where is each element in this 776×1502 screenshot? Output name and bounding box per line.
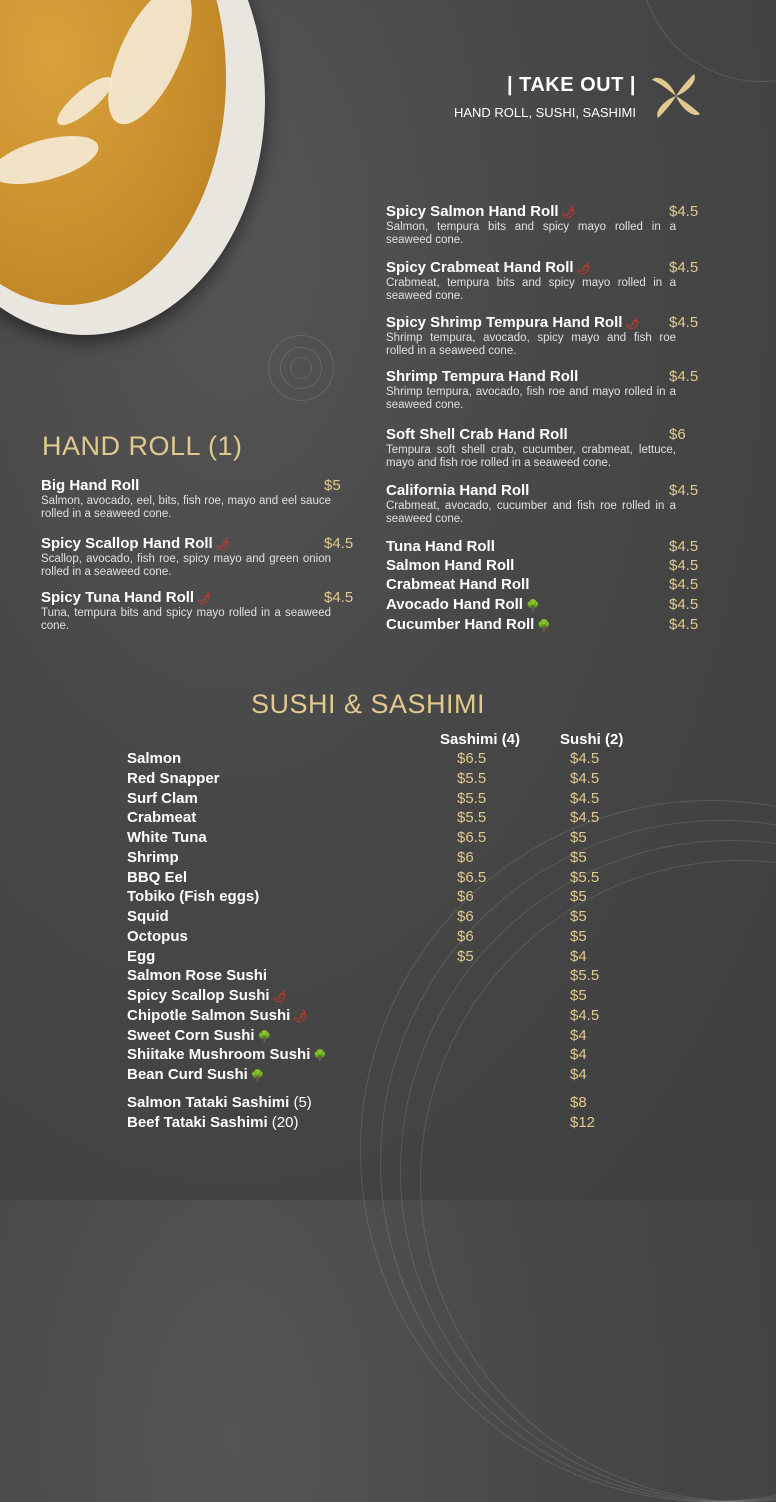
item-price: $4.5 [669,314,699,331]
sushi-price: $5 [570,888,587,906]
item-description: Tuna, tempura bits and spicy mayo rolled in a seaweed cone. [41,607,331,632]
item-price: $4.5 [669,259,699,276]
item-price: $4.5 [669,538,699,555]
item-description: Tempura soft shell crab, cucumber, crabmeat, lettuce, mayo and fish roe rolled in a seaweed cone. [386,444,676,469]
sashimi-price: $6 [457,908,474,925]
sushi-price: $4 [570,947,587,965]
sashimi-price: $6 [457,927,474,945]
item-count: (5) [293,1094,312,1111]
vegetarian-icon: 🌳 [537,620,552,632]
chili-icon: 🌶 [293,1010,308,1023]
menu-item [41,589,354,633]
vegetarian-icon: 🌳 [313,1050,328,1063]
pinwheel-logo-icon [648,70,704,122]
table-row [127,888,647,908]
menu-item [386,314,699,358]
menu-item [386,538,706,558]
item-name: Beef Tataki Sashimi [127,1114,268,1131]
sushi-price: $4.5 [570,789,600,807]
menu-item [386,203,699,247]
table-row [127,1046,647,1066]
menu-item [386,482,699,526]
table-row [127,948,647,968]
table-row [127,1114,647,1134]
item-name: Chipotle Salmon Sushi [127,1006,291,1024]
item-name: Spicy Scallop Sushi [127,987,270,1004]
table-row [127,809,647,829]
table-row [127,750,647,770]
item-count: (20) [271,1114,299,1131]
item-name: Shiitake Mushroom Sushi [127,1046,311,1064]
item-name: Salmon Tataki Sashimi [127,1094,290,1111]
item-name: Crabmeat [127,809,197,827]
table-row [127,908,647,928]
menu-item [386,616,706,636]
sushi-price: $4.5 [570,750,600,767]
menu-item [386,576,706,596]
sushi-price: $4 [570,1066,587,1083]
sushi-sashimi-heading: SUSHI & SASHIMI [251,689,486,719]
sashimi-column-header: Sashimi (4) [440,731,521,748]
item-price: $4.5 [669,596,699,613]
sashimi-price: $6.5 [457,829,487,846]
sushi-price: $5.5 [570,967,600,985]
item-name: Spicy Salmon Hand Roll [386,203,559,220]
item-description: Salmon, avocado, eel, bits, fish roe, mayo and eel sauce rolled in a seaweed cone. [41,495,331,520]
item-name: Tobiko (Fish eggs) [127,888,260,906]
item-name: Soft Shell Crab Hand Roll [386,426,568,443]
sashimi-price: $6 [457,888,474,906]
sashimi-price: $6.5 [457,750,487,767]
sushi-price: $4.5 [570,1006,600,1024]
item-name: Shrimp [127,848,179,866]
item-name: Spicy Crabmeat Hand Roll [386,259,574,276]
table-row [127,790,647,810]
menu-item [386,426,686,470]
table-row [127,928,647,948]
item-name: Avocado Hand Roll [386,596,523,613]
sashimi-price: $6 [457,848,474,866]
item-description: Shrimp tempura, avocado, spicy mayo and fish roe rolled in a seaweed cone. [386,332,676,357]
item-name: Cucumber Hand Roll [386,616,535,633]
vegetarian-icon: 🌳 [525,600,540,612]
item-price: $4.5 [324,535,354,552]
item-description: Scallop, avocado, fish roe, spicy mayo and green onion rolled in a seaweed cone. [41,553,331,578]
item-name: White Tuna [127,829,207,846]
item-name: Spicy Scallop Hand Roll [41,535,213,552]
chili-icon: 🌶 [561,207,576,219]
menu-item [386,596,706,616]
vegetarian-icon: 🌳 [257,1030,272,1043]
menu-item [41,535,354,579]
takeout-title: | TAKE OUT | [506,74,636,96]
item-name: California Hand Roll [386,482,530,499]
sushi-price: $5 [570,987,587,1004]
sushi-price: $8 [570,1094,587,1111]
item-name: Egg [127,947,156,965]
sushi-price: $4 [570,1026,587,1044]
sushi-price: $4.5 [570,769,600,787]
item-description: Crabmeat, tempura bits and spicy mayo rolled in a seaweed cone. [386,277,676,302]
item-price: $4.5 [324,589,354,606]
hand-roll-heading: HAND ROLL (1) [42,431,243,461]
chili-icon: 🌶 [197,593,212,605]
table-row [127,1066,647,1086]
table-row [127,849,647,869]
item-name: Spicy Shrimp Tempura Hand Roll [386,314,623,331]
item-price: $4.5 [669,616,699,633]
table-row [127,1027,647,1047]
sushi-price: $12 [570,1114,596,1131]
item-price: $4.5 [669,557,699,574]
sushi-price: $4 [570,1046,587,1064]
sushi-price: $5 [570,829,587,846]
sashimi-price: $6.5 [457,868,487,886]
sushi-price: $5.5 [570,868,600,886]
menu-item [386,259,699,303]
menu-item [386,557,706,577]
sushi-price: $5 [570,908,587,925]
item-name: Red Snapper [127,769,220,787]
table-row [127,1094,647,1114]
sashimi-price: $5.5 [457,789,487,807]
item-description: Salmon, tempura bits and spicy mayo rolled in a seaweed cone. [386,221,676,246]
vegetarian-icon: 🌳 [250,1070,265,1082]
item-name: Squid [127,908,169,925]
sashimi-price: $5 [457,947,474,965]
item-price: $5 [324,477,341,494]
item-name: Salmon Rose Sushi [127,967,268,985]
sushi-price: $5 [570,927,587,945]
chili-icon: 🌶 [576,263,591,275]
table-row [127,967,647,987]
chili-icon: 🌶 [625,318,640,330]
sushi-price: $5 [570,848,587,866]
item-description: Crabmeat, avocado, cucumber and fish roe rolled in a seaweed cone. [386,500,676,525]
item-name: BBQ Eel [127,868,188,886]
table-row [127,770,647,790]
item-name: Big Hand Roll [41,477,140,494]
item-price: $4.5 [669,576,699,593]
sashimi-price: $5.5 [457,769,487,787]
item-name: Octopus [127,927,188,945]
item-name: Sweet Corn Sushi [127,1026,255,1044]
table-row [127,1007,647,1027]
item-price: $4.5 [669,482,699,499]
item-description: Shrimp tempura, avocado, fish roe and mayo rolled in a seaweed cone. [386,386,676,411]
chili-icon: 🌶 [215,539,230,551]
takeout-subtitle: HAND ROLL, SUSHI, SASHIMI [453,105,636,120]
item-price: $4.5 [669,368,699,385]
item-price: $4.5 [669,203,699,220]
item-name: Crabmeat Hand Roll [386,576,530,593]
decor-circle [290,357,312,379]
chili-icon: 🌶 [272,991,287,1003]
table-row [127,869,647,889]
item-name: Tuna Hand Roll [386,538,495,555]
takeout-header [454,74,636,120]
item-name: Bean Curd Sushi [127,1066,248,1083]
item-name: Spicy Tuna Hand Roll [41,589,195,606]
menu-item [386,368,699,412]
item-name: Salmon Hand Roll [386,557,515,574]
item-name: Surf Clam [127,789,198,807]
item-name: Salmon [127,750,182,767]
sashimi-price: $5.5 [457,809,487,827]
sushi-price: $4.5 [570,809,600,827]
item-name: Shrimp Tempura Hand Roll [386,368,579,385]
table-row [127,829,647,849]
menu-item [41,477,341,521]
table-row [127,987,647,1007]
item-price: $6 [669,426,686,443]
sushi-column-header: Sushi (2) [560,731,624,748]
